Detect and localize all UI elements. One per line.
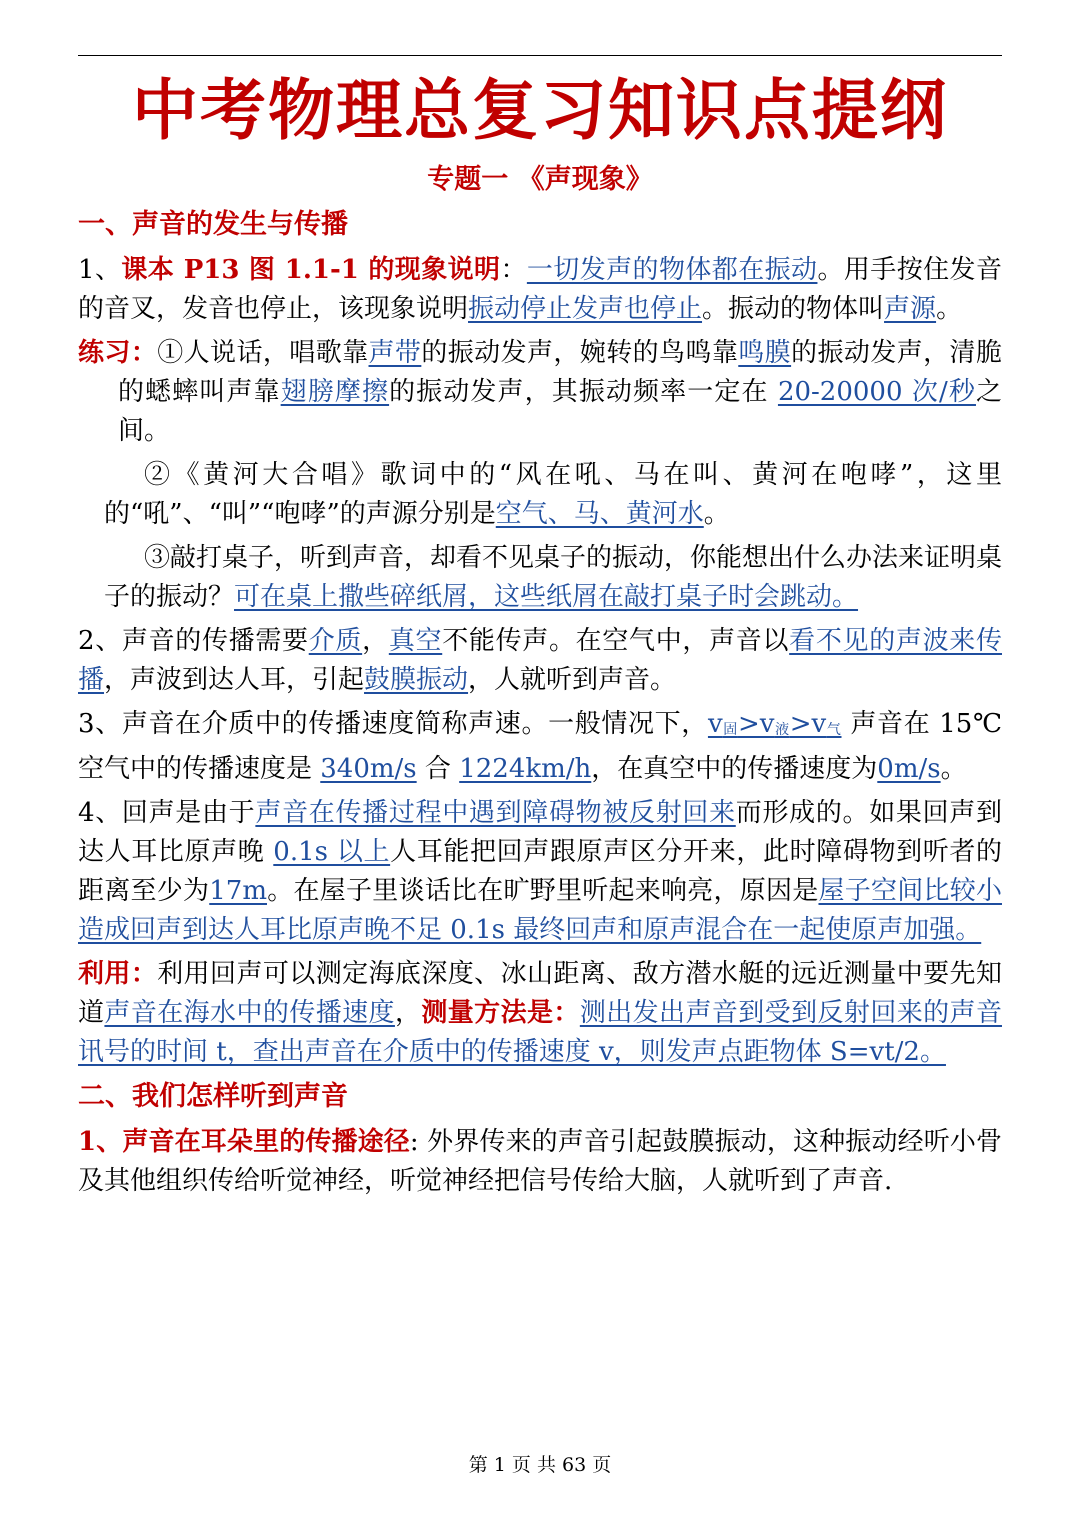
answer-blank: 1224km/h <box>459 754 592 784</box>
exercise-3: ③敲打桌子，听到声音，却看不见桌子的振动，你能想出什么办法来证明桌子的振动？可在桌上撒些碎纸屑，这些纸屑在敲打桌子时会跳动。 <box>104 543 1003 612</box>
answer-blank: 声音在传播过程中遇到障碍物被反射回来 <box>255 798 736 828</box>
speed-inequality: $v_固>v_液>v_气$ <box>707 709 842 739</box>
answer-blank: 空气、马、黄河水 <box>495 499 704 529</box>
answer-blank: 340m/s <box>320 754 417 784</box>
paragraph-1: 1、课本 P13 图 1.1-1 的现象说明：一切发声的物体都在振动。用手按住发音的音叉，发音也停止，该现象说明振动停止发声也停止。振动的物体叫声源。 <box>78 255 1002 324</box>
answer-blank: 看不见的声波来传播 <box>78 626 1002 695</box>
top-rule <box>78 55 1002 56</box>
paragraph-3: 3、声音在介质中的传播速度简称声速。一般情况下，$v_固>v_液>v_气$ 声音在 15℃空气中的传播速度是 340m/s 合 1224km/h，在真空中的传播速度为0m/s。 <box>78 709 1003 784</box>
answer-blank: 振动停止发声也停止 <box>468 294 703 324</box>
answer-blank: 0.1s 以上 <box>273 837 391 867</box>
paragraph-2: 2、声音的传播需要介质，真空不能传声。在空气中，声音以看不见的声波来传播，声波到达人耳，引起鼓膜振动，人就听到声音。 <box>78 626 1002 695</box>
answer-blank: 屋子空间比较小造成回声到达人耳比原声晚不足 0.1s 最终回声和原声混合在一起使原声加强。 <box>78 876 1002 945</box>
document-title: 中考物理总复习知识点提纲 <box>132 71 948 149</box>
answer-blank: 可在桌上撒些碎纸屑，这些纸屑在敲打桌子时会跳动。 <box>234 582 859 612</box>
answer-blank: 测出发出声音到受到反射回来的声音讯号的时间 t，查出声音在介质中的传播速度 v，则发声点距物体 S=vt/2。 <box>78 998 1002 1067</box>
paragraph-5: 1、声音在耳朵里的传播途径: 外界传来的声音引起鼓膜振动，这种振动经听小骨及其他组织传给听觉神经，听觉神经把信号传给大脑，人就听到了声音. <box>78 1127 1002 1196</box>
answer-blank: 20-20000 次/秒 <box>777 377 976 407</box>
exercise-1: 练习：①人说话，唱歌靠声带的振动发声，婉转的鸟鸣靠鸣膜的振动发声，清脆的蟋蟀叫声靠翅膀摩擦的振动发声，其振动频率一定在 20-20000 次/秒之间。 <box>78 338 1002 446</box>
answer-blank: 声源 <box>884 294 937 324</box>
answer-blank: 鸣膜 <box>738 338 792 368</box>
section-heading-2: 二、我们怎样听到声音 <box>78 1081 348 1112</box>
answer-blank: 真空 <box>388 626 443 656</box>
page-number-footer: 第 1 页 共 63 页 <box>468 1454 612 1476</box>
use-label: 利用： <box>78 959 158 989</box>
paragraph-4: 4、回声是由于声音在传播过程中遇到障碍物被反射回来而形成的。如果回声到达人耳比原声晚 0.1s 以上人耳能把回声跟原声区分开来，此时障碍物到听者的距离至少为17m。在屋子里谈话比在旷野里听起来响亮，原因是屋子空间比较小造成回声到达人耳比原声晚不足 0.1s 最终回声和原声混合在一起使原声加强。 <box>78 798 1002 945</box>
document-body <box>78 205 1002 1206</box>
exercise-label: 练习： <box>78 338 158 368</box>
answer-blank: 17m <box>209 876 267 906</box>
method-label: 测量方法是： <box>421 998 580 1028</box>
paragraph-use: 利用：利用回声可以测定海底深度、冰山距离、敌方潜水艇的远近测量中要先知道声音在海水中的传播速度，测量方法是：测出发出声音到受到反射回来的声音讯号的时间 t，查出声音在介质中的传播速度 v，则发声点距物体 S=vt/2。 <box>78 959 1002 1067</box>
paragraph-5-label: 1、声音在耳朵里的传播途径 <box>78 1127 410 1157</box>
answer-blank: 声带 <box>368 338 422 368</box>
document-subtitle: 专题一 《声现象》 <box>427 164 653 195</box>
section-heading-1: 一、声音的发生与传播 <box>78 209 348 240</box>
answer-blank: 一切发声的物体都在振动 <box>526 255 818 285</box>
exercise-2: ②《黄河大合唱》歌词中的“风在吼、马在叫、黄河在咆哮”，这里的“吼”、“叫”“咆哮”的声源分别是空气、马、黄河水。 <box>104 460 1002 529</box>
answer-blank: 介质 <box>308 626 363 656</box>
paragraph-1-label: 课本 P13 图 1.1-1 的现象说明 <box>121 255 501 285</box>
answer-blank: 鼓膜振动 <box>364 665 469 695</box>
answer-blank: 0m/s <box>877 754 941 784</box>
answer-blank: 声音在海水中的传播速度 <box>104 998 395 1028</box>
answer-blank: 翅膀摩擦 <box>280 377 390 407</box>
